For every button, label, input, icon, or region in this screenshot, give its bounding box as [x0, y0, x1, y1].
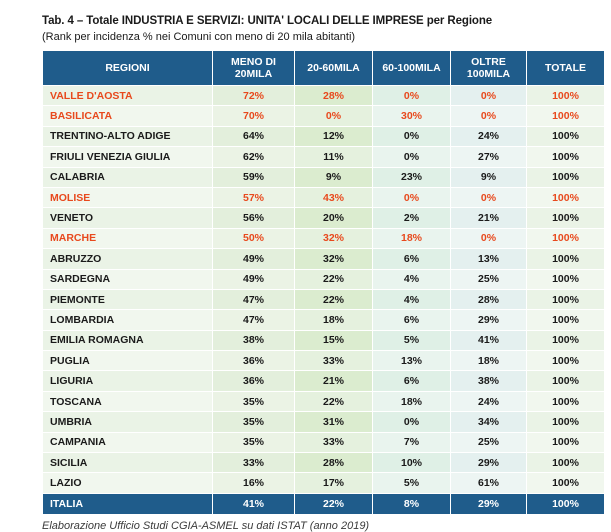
table-body [43, 86, 605, 515]
cell-value: 100% [527, 147, 605, 167]
cell-region: MOLISE [43, 187, 213, 207]
cell-value: 100% [527, 330, 605, 350]
cell-value: 28% [295, 453, 373, 473]
table-total-row [43, 493, 605, 514]
cell-value: 25% [451, 269, 527, 289]
table-row [43, 269, 605, 289]
cell-value: 100% [527, 391, 605, 411]
table-row [43, 228, 605, 248]
cell-region: TRENTINO-ALTO ADIGE [43, 126, 213, 146]
page-left-margin [0, 0, 7, 484]
cell-value: 33% [213, 453, 295, 473]
cell-value: 64% [213, 126, 295, 146]
cell-value: 100% [527, 289, 605, 309]
cell-value: 32% [295, 249, 373, 269]
cell-value: 61% [451, 473, 527, 493]
table-row [43, 473, 605, 493]
cell-value: 36% [213, 351, 295, 371]
cell-region: EMILIA ROMAGNA [43, 330, 213, 350]
cell-value: 47% [213, 289, 295, 309]
table-header-row [43, 51, 605, 86]
cell-region: CALABRIA [43, 167, 213, 187]
cell-value: 100% [527, 351, 605, 371]
cell-region: MARCHE [43, 228, 213, 248]
cell-value: 17% [295, 473, 373, 493]
cell-value: 62% [213, 147, 295, 167]
table-row [43, 106, 605, 126]
source-note: Elaborazione Ufficio Studi CGIA-ASMEL su dati ISTAT (anno 2019) [42, 519, 370, 532]
table-row [43, 412, 605, 432]
page-title: Tab. 4 – Totale INDUSTRIA E SERVIZI: UNITA' LOCALI DELLE IMPRESE per Regione [42, 15, 493, 27]
cell-value: 22% [295, 289, 373, 309]
cell-value: 24% [451, 126, 527, 146]
cell-value: 100% [527, 310, 605, 330]
cell-value: 5% [373, 473, 451, 493]
cell-value: 10% [373, 453, 451, 473]
cell-region: UMBRIA [43, 412, 213, 432]
table-row [43, 432, 605, 452]
cell-region: PUGLIA [43, 351, 213, 371]
column-header-totale: TOTALE [527, 51, 605, 86]
column-header-60-100mila: 60-100MILA [373, 51, 451, 86]
cell-value: 72% [213, 86, 295, 106]
cell-value: 29% [451, 310, 527, 330]
cell-value: 38% [451, 371, 527, 391]
cell-value: 4% [373, 289, 451, 309]
table-row [43, 351, 605, 371]
table-row [43, 249, 605, 269]
cell-value: 100% [527, 249, 605, 269]
cell-value: 0% [373, 187, 451, 207]
cell-value: 100% [527, 269, 605, 289]
table-row [43, 391, 605, 411]
cell-value: 33% [295, 432, 373, 452]
cell-value: 18% [373, 228, 451, 248]
cell-region: LOMBARDIA [43, 310, 213, 330]
cell-region: VALLE D'AOSTA [43, 86, 213, 106]
table-header [43, 51, 605, 86]
cell-value: 0% [373, 86, 451, 106]
cell-value: 38% [213, 330, 295, 350]
cell-value: 11% [295, 147, 373, 167]
cell-value: 100% [527, 473, 605, 493]
cell-value: 16% [213, 473, 295, 493]
cell-region: LAZIO [43, 473, 213, 493]
cell-value: 100% [527, 167, 605, 187]
cell-region: VENETO [43, 208, 213, 228]
column-header-regioni: REGIONI [43, 51, 213, 86]
cell-value: 6% [373, 249, 451, 269]
table-row [43, 208, 605, 228]
cell-region: TOSCANA [43, 391, 213, 411]
cell-value: 30% [373, 106, 451, 126]
column-header-20-60mila: 20-60MILA [295, 51, 373, 86]
regions-table [42, 50, 605, 515]
table-row [43, 310, 605, 330]
cell-value: 33% [295, 351, 373, 371]
cell-value: 12% [295, 126, 373, 146]
cell-region: FRIULI VENEZIA GIULIA [43, 147, 213, 167]
table-row [43, 187, 605, 207]
cell-value: 100% [527, 86, 605, 106]
cell-value: 0% [451, 86, 527, 106]
cell-value: 22% [295, 391, 373, 411]
cell-value: 20% [295, 208, 373, 228]
column-header-meno-di-20mila: MENO DI 20MILA [213, 51, 295, 86]
cell-value: 0% [373, 412, 451, 432]
cell-value: 57% [213, 187, 295, 207]
cell-value: 100% [527, 412, 605, 432]
column-header-oltre-100mila: OLTRE 100MILA [451, 51, 527, 86]
table-row [43, 289, 605, 309]
cell-value: 23% [373, 167, 451, 187]
cell-value: 70% [213, 106, 295, 126]
table-row [43, 86, 605, 106]
cell-value: 2% [373, 208, 451, 228]
cell-region: PIEMONTE [43, 289, 213, 309]
cell-value: 100% [527, 126, 605, 146]
cell-value: 15% [295, 330, 373, 350]
cell-value: 0% [373, 126, 451, 146]
cell-value: 0% [295, 106, 373, 126]
table-row [43, 126, 605, 146]
cell-value: 100% [527, 208, 605, 228]
cell-value-total: 29% [451, 493, 527, 514]
cell-value: 4% [373, 269, 451, 289]
cell-value: 9% [451, 167, 527, 187]
cell-value: 100% [527, 432, 605, 452]
cell-value: 22% [295, 269, 373, 289]
cell-value: 0% [451, 228, 527, 248]
cell-value: 18% [295, 310, 373, 330]
cell-value: 21% [295, 371, 373, 391]
cell-value: 24% [451, 391, 527, 411]
cell-value: 49% [213, 249, 295, 269]
cell-value: 43% [295, 187, 373, 207]
table-row [43, 453, 605, 473]
cell-value: 13% [451, 249, 527, 269]
page-subtitle: (Rank per incidenza % nei Comuni con meno di 20 mila abitanti) [42, 31, 356, 43]
table-row [43, 167, 605, 187]
cell-value-total: 41% [213, 493, 295, 514]
cell-value: 28% [451, 289, 527, 309]
cell-value: 18% [451, 351, 527, 371]
cell-value: 31% [295, 412, 373, 432]
cell-value: 5% [373, 330, 451, 350]
cell-value: 35% [213, 432, 295, 452]
cell-value: 47% [213, 310, 295, 330]
table-row [43, 147, 605, 167]
cell-value: 35% [213, 412, 295, 432]
cell-value: 35% [213, 391, 295, 411]
cell-value: 41% [451, 330, 527, 350]
cell-value: 100% [527, 106, 605, 126]
cell-value: 32% [295, 228, 373, 248]
cell-value: 50% [213, 228, 295, 248]
cell-value: 0% [451, 106, 527, 126]
cell-value: 100% [527, 187, 605, 207]
cell-value: 6% [373, 310, 451, 330]
cell-value: 56% [213, 208, 295, 228]
cell-value-total: 22% [295, 493, 373, 514]
cell-value: 27% [451, 147, 527, 167]
cell-value: 59% [213, 167, 295, 187]
cell-region: LIGURIA [43, 371, 213, 391]
cell-value: 25% [451, 432, 527, 452]
cell-value-total: 100% [527, 493, 605, 514]
cell-value: 34% [451, 412, 527, 432]
cell-value: 36% [213, 371, 295, 391]
cell-region-total: ITALIA [43, 493, 213, 514]
cell-region: SARDEGNA [43, 269, 213, 289]
cell-region: BASILICATA [43, 106, 213, 126]
cell-value: 0% [451, 187, 527, 207]
cell-region: ABRUZZO [43, 249, 213, 269]
cell-value: 6% [373, 371, 451, 391]
cell-value: 0% [373, 147, 451, 167]
cell-value: 18% [373, 391, 451, 411]
cell-value: 21% [451, 208, 527, 228]
cell-value: 29% [451, 453, 527, 473]
cell-value-total: 8% [373, 493, 451, 514]
cell-value: 49% [213, 269, 295, 289]
table-row [43, 371, 605, 391]
cell-value: 13% [373, 351, 451, 371]
cell-value: 9% [295, 167, 373, 187]
table-row [43, 330, 605, 350]
cell-value: 100% [527, 228, 605, 248]
cell-region: SICILIA [43, 453, 213, 473]
cell-value: 100% [527, 371, 605, 391]
cell-value: 7% [373, 432, 451, 452]
cell-value: 100% [527, 453, 605, 473]
cell-region: CAMPANIA [43, 432, 213, 452]
cell-value: 28% [295, 86, 373, 106]
